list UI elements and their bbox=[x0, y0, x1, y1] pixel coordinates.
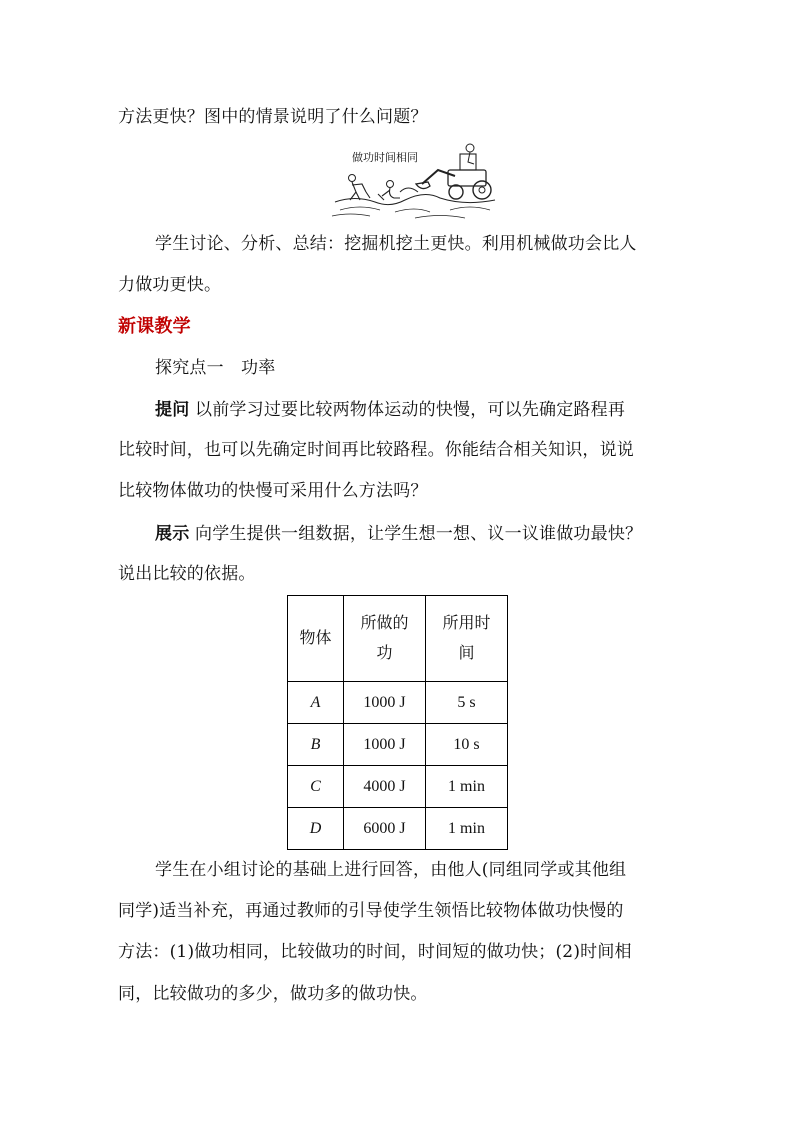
cell-object: D bbox=[288, 808, 344, 850]
excavator-and-workers-illustration-icon bbox=[330, 140, 500, 220]
cell-time: 5 s bbox=[426, 682, 508, 724]
cell-object: C bbox=[288, 766, 344, 808]
cell-time: 10 s bbox=[426, 724, 508, 766]
table-row bbox=[288, 808, 508, 850]
cell-work: 4000 J bbox=[344, 766, 426, 808]
question-text-1: 以前学习过要比较两物体运动的快慢，可以先确定路程再 bbox=[195, 400, 626, 420]
cell-object: B bbox=[288, 724, 344, 766]
paragraph-3-line-1: 学生在小组讨论的基础上进行回答，由他人(同组同学或其他组 bbox=[155, 860, 627, 880]
display-text-1: 向学生提供一组数据，让学生想一想、议一议谁做功最快？ bbox=[195, 524, 643, 544]
question-label: 提问 bbox=[155, 400, 190, 420]
display-line-1 bbox=[155, 522, 642, 546]
explore-point-heading: 探究点一 功率 bbox=[155, 358, 276, 378]
work-time-table bbox=[287, 595, 508, 850]
cell-time: 1 min bbox=[426, 766, 508, 808]
cell-work: 6000 J bbox=[344, 808, 426, 850]
header-object: 物体 bbox=[288, 596, 344, 682]
cell-time: 1 min bbox=[426, 808, 508, 850]
paragraph-3-line-2: 同学)适当补充，再通过教师的引导使学生领悟比较物体做功快慢的 bbox=[118, 901, 624, 921]
paragraph-3-line-3: 方法：(1)做功相同，比较做功的时间，时间短的做功快；(2)时间相 bbox=[118, 942, 632, 962]
paragraph-1-line-1: 方法更快？图中的情景说明了什么问题？ bbox=[118, 107, 428, 127]
cell-work: 1000 J bbox=[344, 724, 426, 766]
section-heading: 新课教学 bbox=[118, 316, 191, 337]
header-work-done: 所做的 功 bbox=[344, 596, 426, 682]
question-line-2: 比较时间，也可以先确定时间再比较路程。你能结合相关知识，说说 bbox=[118, 440, 634, 460]
table-row bbox=[288, 682, 508, 724]
cell-object: A bbox=[288, 682, 344, 724]
table-header-row bbox=[288, 596, 508, 682]
question-line-1 bbox=[155, 398, 625, 422]
table-row bbox=[288, 766, 508, 808]
paragraph-2-line-1: 学生讨论、分析、总结：挖掘机挖土更快。利用机械做功会比人 bbox=[155, 234, 637, 254]
paragraph-3-line-4: 同，比较做功的多少，做功多的做功快。 bbox=[118, 984, 428, 1004]
table-row bbox=[288, 724, 508, 766]
display-line-2: 说出比较的依据。 bbox=[118, 564, 256, 584]
figure-caption: 做功时间相同 bbox=[352, 151, 418, 164]
display-label: 展示 bbox=[155, 524, 190, 544]
question-line-3: 比较物体做功的快慢可采用什么方法吗？ bbox=[118, 481, 428, 501]
header-time-used: 所用时 间 bbox=[426, 596, 508, 682]
paragraph-2-line-2: 力做功更快。 bbox=[118, 275, 222, 295]
cell-work: 1000 J bbox=[344, 682, 426, 724]
